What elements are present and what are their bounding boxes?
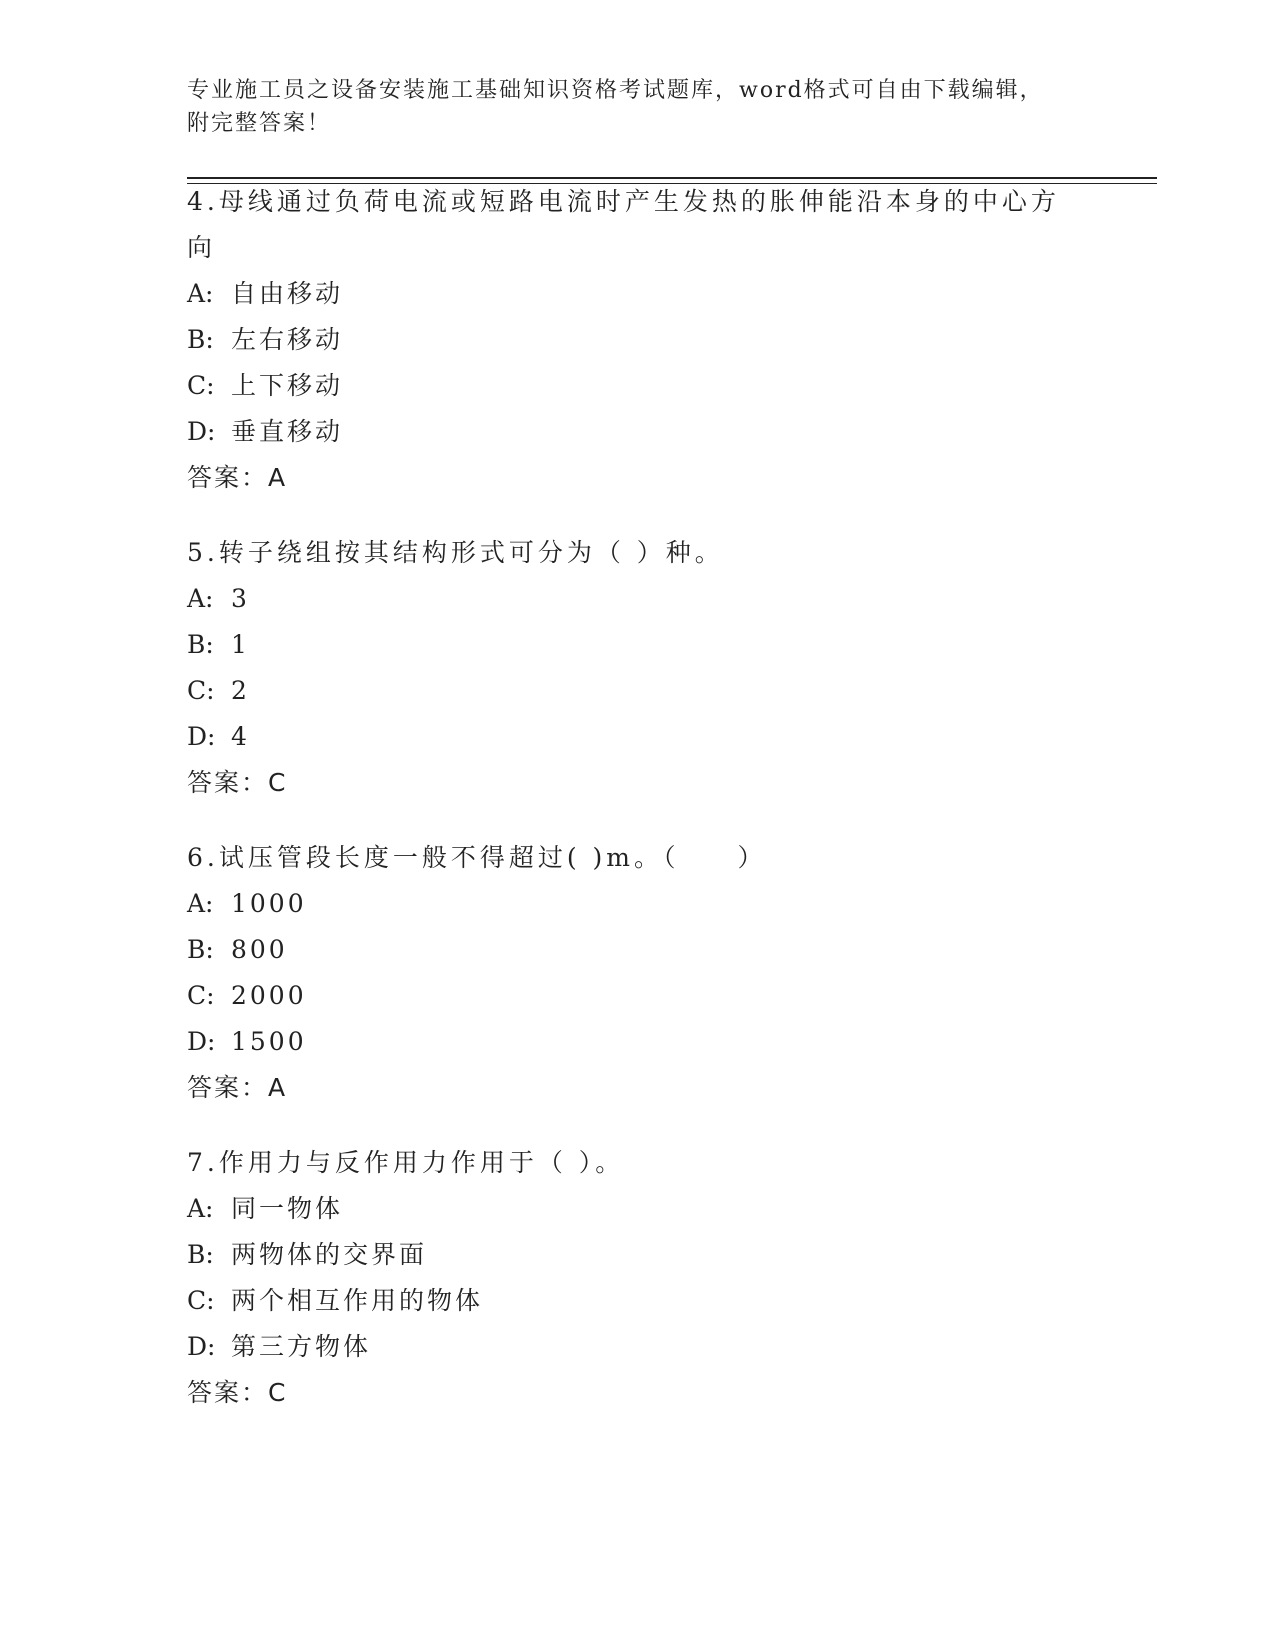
option-text: 2 — [231, 676, 250, 705]
question-stem-line-1: 6.试压管段长度一般不得超过( )m。（ ） — [187, 843, 767, 872]
option-text: 800 — [231, 935, 288, 964]
option-c — [187, 363, 1087, 409]
question-stem-line-1: 4.母线通过负荷电流或短路电流时产生发热的胀伸能沿本身的中心方 — [187, 187, 1060, 216]
option-b — [187, 622, 1087, 668]
option-a — [187, 881, 1087, 927]
option-text: 左右移动 — [231, 325, 344, 354]
option-key: B: — [187, 325, 214, 354]
answer: 答案：A — [187, 1073, 288, 1102]
option-b — [187, 1232, 1087, 1278]
option-key: B: — [187, 935, 214, 964]
option-a — [187, 271, 1087, 317]
option-text: 自由移动 — [231, 279, 344, 308]
header-line-1: 专业施工员之设备安装施工基础知识资格考试题库，word格式可自由下载编辑， — [187, 78, 1044, 103]
option-text: 1500 — [231, 1027, 307, 1056]
option-key: C: — [187, 981, 215, 1010]
answer: 答案：C — [187, 1378, 288, 1407]
option-key: D: — [187, 1027, 216, 1056]
option-text: 1 — [231, 630, 250, 659]
option-text: 1000 — [231, 889, 307, 918]
answer: 答案：C — [187, 768, 288, 797]
option-b — [187, 317, 1087, 363]
option-text: 上下移动 — [231, 371, 344, 400]
option-a — [187, 576, 1087, 622]
question-4 — [187, 179, 1087, 501]
option-b — [187, 927, 1087, 973]
question-stem — [187, 179, 1087, 271]
option-key: C: — [187, 1286, 215, 1315]
option-key: A: — [187, 889, 214, 918]
question-stem — [187, 835, 1087, 881]
option-key: D: — [187, 1332, 216, 1361]
option-a — [187, 1186, 1087, 1232]
option-text: 两物体的交界面 — [231, 1240, 428, 1269]
option-key: C: — [187, 676, 215, 705]
question-stem-line-2: 向 — [187, 233, 217, 262]
option-key: A: — [187, 1194, 214, 1223]
document-header — [187, 74, 1087, 140]
option-d — [187, 714, 1087, 760]
answer: 答案：A — [187, 463, 288, 492]
option-text: 2000 — [231, 981, 307, 1010]
question-5 — [187, 530, 1087, 806]
option-key: A: — [187, 279, 214, 308]
option-text: 第三方物体 — [231, 1332, 372, 1361]
question-stem-line-1: 7.作用力与反作用力作用于（ ）。 — [187, 1148, 625, 1177]
header-line-2: 附完整答案！ — [187, 111, 332, 136]
option-d — [187, 1019, 1087, 1065]
option-c — [187, 1278, 1087, 1324]
question-stem — [187, 530, 1087, 576]
option-key: A: — [187, 584, 214, 613]
option-key: D: — [187, 417, 216, 446]
option-text: 两个相互作用的物体 — [231, 1286, 484, 1315]
option-text: 同一物体 — [231, 1194, 344, 1223]
option-text: 垂直移动 — [231, 417, 344, 446]
question-6 — [187, 835, 1087, 1111]
option-d — [187, 409, 1087, 455]
question-7 — [187, 1140, 1087, 1416]
option-text: 4 — [231, 722, 250, 751]
option-d — [187, 1324, 1087, 1370]
option-key: B: — [187, 1240, 214, 1269]
option-c — [187, 668, 1087, 714]
option-key: B: — [187, 630, 214, 659]
option-key: C: — [187, 371, 215, 400]
question-stem — [187, 1140, 1087, 1186]
option-c — [187, 973, 1087, 1019]
question-stem-line-1: 5.转子绕组按其结构形式可分为（ ）种。 — [187, 538, 724, 567]
option-key: D: — [187, 722, 216, 751]
option-text: 3 — [231, 584, 250, 613]
